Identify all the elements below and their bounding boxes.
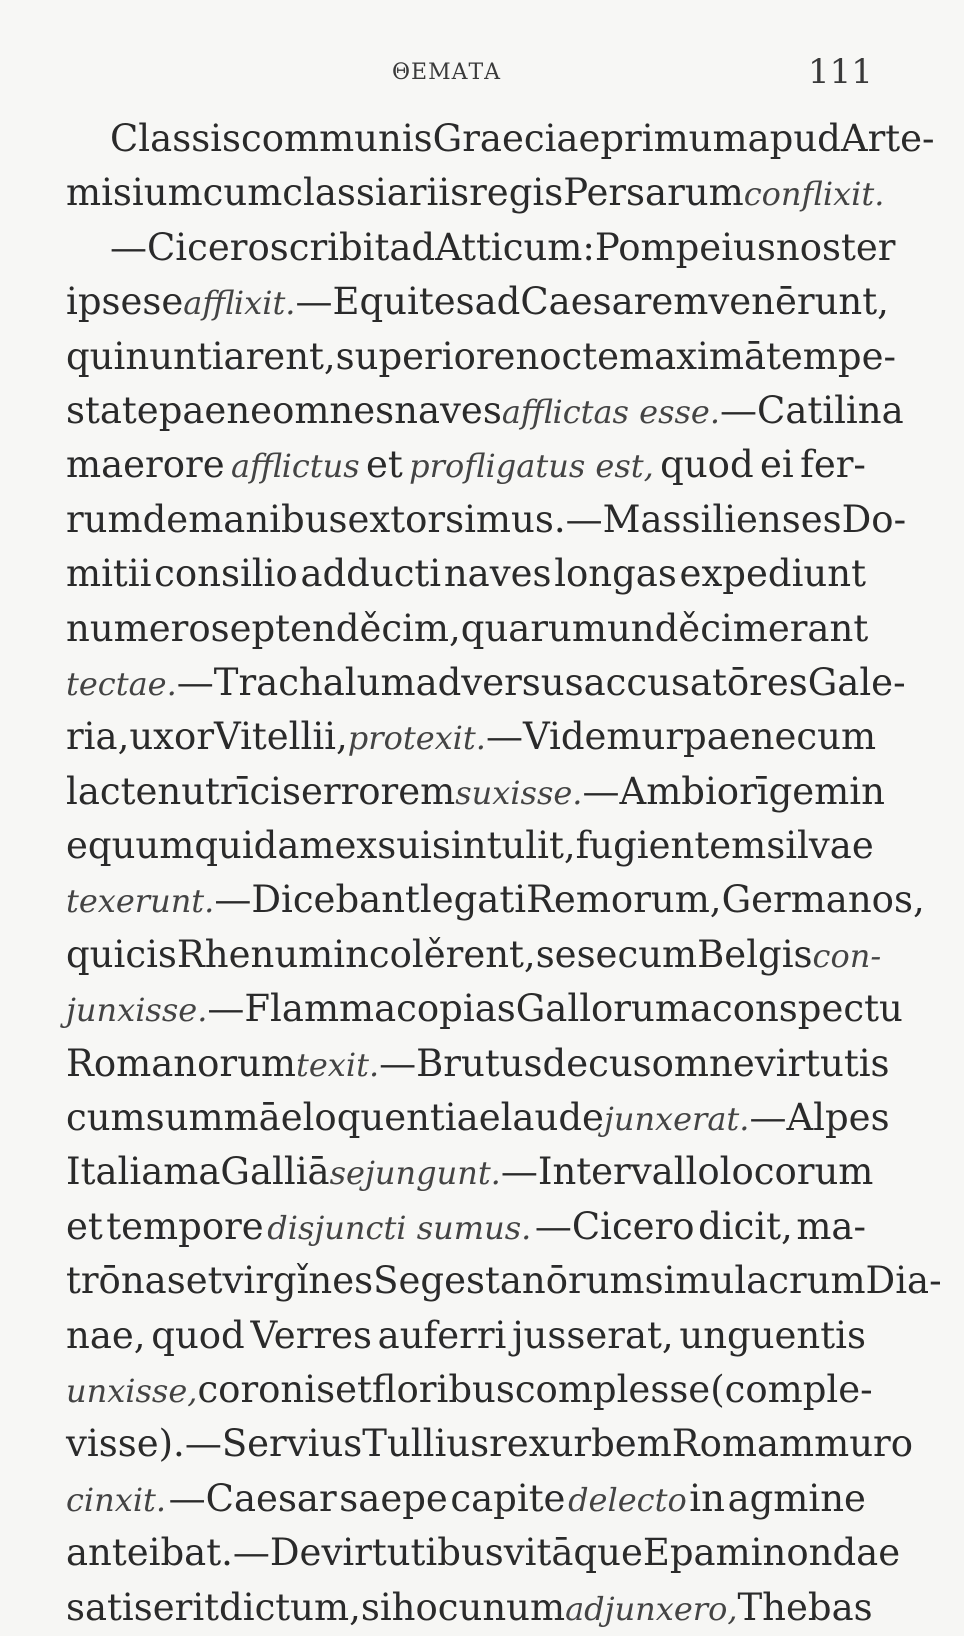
text-line	[66, 1363, 873, 1417]
italic-word: sejungunt.	[329, 1154, 501, 1193]
word: nuntiarent,	[125, 334, 336, 378]
word: visse).	[66, 1422, 185, 1466]
word: primum	[600, 117, 748, 160]
word: lacte	[66, 769, 158, 813]
word: Gallorum	[515, 987, 690, 1031]
word: si	[360, 1585, 392, 1629]
word: Atticum:	[435, 225, 595, 269]
text-line	[66, 221, 896, 275]
word: regis	[469, 171, 564, 215]
word: Caesarem	[520, 280, 709, 324]
word: cis	[125, 932, 177, 976]
word: —Cicero	[534, 1204, 695, 1248]
word: qui	[66, 334, 126, 378]
word: —De	[232, 1531, 322, 1575]
word: hoc	[391, 1585, 459, 1629]
text-line	[66, 602, 869, 656]
word: Pompeius	[594, 225, 776, 269]
word: maximā	[619, 334, 767, 378]
word: Galliā	[220, 1150, 330, 1194]
word: communis	[241, 117, 433, 160]
word: —Massilienses	[565, 497, 842, 541]
word: longas	[554, 552, 677, 596]
word: ei	[760, 443, 794, 487]
word: dicit,	[698, 1204, 793, 1248]
word: Do-	[841, 497, 907, 541]
word: accusatōres	[583, 660, 808, 704]
italic-word: afflixit.	[183, 284, 296, 323]
word: —Brutus	[379, 1041, 543, 1085]
italic-word: conflixit.	[743, 175, 885, 214]
italic-word: protexit.	[347, 719, 486, 758]
word: manibus	[188, 497, 348, 541]
italic-word: afflictas esse.	[501, 392, 721, 431]
word: Rhenum	[176, 932, 334, 976]
word: coronis	[197, 1367, 336, 1411]
word: errorem	[300, 769, 456, 813]
word: fer-	[800, 443, 866, 487]
word: Classis	[110, 117, 241, 160]
word: expediunt	[679, 552, 866, 596]
word: ipse	[66, 280, 143, 324]
italic-word: con-	[812, 936, 882, 975]
text-line	[66, 765, 885, 819]
text-line	[66, 275, 889, 329]
word: decus	[542, 1041, 652, 1085]
word: virtutis	[754, 1041, 890, 1085]
word: —Catilina	[720, 388, 904, 432]
text-line	[66, 1581, 873, 1635]
word: erit	[152, 1585, 220, 1629]
word: rum	[66, 497, 143, 541]
italic-word: profligatus est,	[409, 447, 654, 486]
word: et	[335, 1367, 372, 1411]
word: cum	[796, 715, 877, 759]
text-line	[66, 656, 906, 710]
word: Vitellii,	[214, 715, 348, 759]
word: —Alpes	[749, 1096, 890, 1140]
word: agmine	[727, 1476, 866, 1520]
text-line	[66, 873, 925, 927]
text-line	[66, 330, 896, 384]
text-line	[66, 819, 874, 873]
text-line	[66, 1417, 914, 1471]
word: —Intervallo	[500, 1150, 720, 1194]
word: nocte	[515, 334, 620, 378]
word: Persarum	[563, 171, 744, 215]
text-line	[66, 166, 885, 220]
text-line	[66, 1254, 942, 1308]
word: —Trachalum	[176, 660, 416, 704]
word: state	[66, 388, 159, 432]
word: urbem	[549, 1422, 672, 1466]
word: in	[689, 1476, 725, 1520]
word: nae,	[66, 1313, 146, 1357]
word: septenděcim,	[210, 606, 461, 650]
word: satis	[66, 1585, 153, 1629]
word: adducti	[300, 552, 442, 596]
word: nutrīcis	[157, 769, 301, 813]
body-text	[66, 112, 942, 1635]
word: conspectu	[711, 987, 903, 1031]
word: erant	[767, 606, 869, 650]
word: Segestanōrum	[373, 1259, 645, 1303]
word: Germanos,	[721, 878, 925, 922]
word: Arte-	[840, 117, 935, 160]
word: noster	[775, 225, 896, 269]
word: virtutibus	[321, 1531, 504, 1575]
italic-word: suxisse.	[455, 773, 583, 812]
word: trōnas	[66, 1259, 186, 1303]
text-line	[66, 112, 935, 166]
word: suis	[377, 824, 451, 868]
word: classiariis	[282, 171, 470, 215]
word: omne	[651, 1041, 755, 1085]
word: quod	[660, 443, 754, 487]
word: copias	[396, 987, 516, 1031]
word: extorsimus.	[347, 497, 566, 541]
text-line	[66, 384, 904, 438]
word: unguentis	[679, 1313, 866, 1357]
word: —Videmur	[485, 715, 684, 759]
word: Epaminondae	[642, 1531, 901, 1575]
word: unděcim	[606, 606, 768, 650]
word: naves	[394, 388, 502, 432]
word: floribus	[371, 1367, 515, 1411]
text-line	[66, 493, 907, 547]
word: saepe	[339, 1476, 448, 1520]
word: Belgis	[697, 932, 813, 976]
word: legati	[419, 878, 527, 922]
word: Italiam	[66, 1150, 199, 1194]
word: scribit	[269, 225, 390, 269]
word: —Caesar	[168, 1476, 337, 1520]
italic-word: cinxit.	[66, 1480, 167, 1519]
italic-word: tectae.	[66, 664, 177, 703]
word: Remorum,	[526, 878, 722, 922]
word: ria,	[66, 715, 130, 759]
word: paene	[683, 715, 797, 759]
italic-word: texit.	[296, 1045, 380, 1084]
word: consilio	[154, 552, 298, 596]
page-number: 111	[808, 52, 873, 92]
word: dictum,	[219, 1585, 361, 1629]
running-header-title: ΘΕΜΑΤΑ	[392, 60, 502, 85]
word: Thebas	[737, 1585, 873, 1629]
word: vitāque	[503, 1531, 643, 1575]
word: sese	[535, 932, 618, 976]
word: apud	[747, 117, 841, 160]
text-line	[66, 1472, 866, 1526]
word: Dia-	[865, 1259, 942, 1303]
word: cum	[202, 171, 283, 215]
word: muro	[814, 1422, 914, 1466]
word: in	[849, 769, 885, 813]
word: ma-	[796, 1204, 866, 1248]
word: Tullius	[362, 1422, 490, 1466]
word: fugientem	[575, 824, 767, 868]
word: —Equites	[295, 280, 475, 324]
word: ex	[334, 824, 378, 868]
text-line	[66, 1037, 890, 1091]
word: a	[689, 987, 712, 1031]
word: de	[142, 497, 189, 541]
italic-word: junxisse.	[66, 991, 208, 1030]
word: a	[198, 1150, 221, 1194]
word: et	[66, 1204, 103, 1248]
word: et	[185, 1259, 223, 1303]
text-line	[66, 928, 882, 982]
word: Romanorum	[66, 1041, 296, 1085]
word: (comple-	[710, 1367, 873, 1411]
italic-word: adjunxero,	[565, 1589, 738, 1628]
word: quod	[151, 1313, 245, 1357]
word: capite	[450, 1476, 566, 1520]
text-line	[66, 1200, 866, 1254]
word: rex	[489, 1422, 550, 1466]
word: jusserat,	[512, 1313, 674, 1357]
word: quidam	[194, 824, 335, 868]
word: venērunt,	[708, 280, 889, 324]
word: mitii	[66, 552, 152, 596]
word: naves	[443, 552, 552, 596]
word: virgǐnes	[222, 1259, 374, 1303]
italic-word: texerunt.	[66, 882, 215, 921]
word: —Cicero	[110, 225, 270, 269]
word: superiore	[335, 334, 516, 378]
word: Gale-	[807, 660, 906, 704]
word: et	[366, 443, 403, 487]
word: numero	[66, 606, 211, 650]
italic-word: afflictus	[230, 447, 360, 486]
word: locorum	[719, 1150, 874, 1194]
text-line	[66, 1091, 890, 1145]
word: eloquentiae	[280, 1096, 501, 1140]
word: uxor	[129, 715, 215, 759]
word: incolěrent,	[333, 932, 536, 976]
word: qui	[66, 932, 126, 976]
word: misium	[66, 171, 203, 215]
word: tempore	[106, 1204, 264, 1248]
word: se	[142, 280, 184, 324]
word: summā	[145, 1096, 281, 1140]
word: cum	[617, 932, 698, 976]
word: paene	[158, 388, 273, 432]
word: —Servius	[184, 1422, 363, 1466]
text-line	[66, 1145, 874, 1199]
word: —Flamma	[207, 987, 397, 1031]
word: ad	[474, 280, 521, 324]
word: intulit,	[450, 824, 576, 868]
text-line	[66, 710, 877, 764]
text-line	[66, 1309, 866, 1363]
text-line	[66, 1526, 901, 1580]
word: equum	[66, 824, 195, 868]
word: Verres	[250, 1313, 372, 1357]
word: silvae	[766, 824, 874, 868]
word: simulacrum	[644, 1259, 866, 1303]
word: tempe-	[766, 334, 896, 378]
word: —Dicebant	[214, 878, 420, 922]
word: adversus	[415, 660, 584, 704]
text-line	[66, 982, 903, 1036]
word: ad	[389, 225, 436, 269]
italic-word: disjuncti sumus.	[267, 1208, 532, 1247]
text-line	[66, 547, 866, 601]
word: complesse	[514, 1367, 711, 1411]
word: unum	[458, 1585, 566, 1629]
word: anteibat.	[66, 1531, 233, 1575]
word: Graeciae	[432, 117, 601, 160]
italic-word: delecto	[568, 1480, 687, 1519]
word: maerore	[66, 443, 225, 487]
word: quarum	[460, 606, 607, 650]
word: cum	[66, 1096, 146, 1140]
text-line	[66, 438, 866, 492]
word: Romam	[671, 1422, 815, 1466]
word: —Ambiorīgem	[582, 769, 850, 813]
word: laude	[500, 1096, 604, 1140]
italic-word: junxerat.	[603, 1100, 750, 1139]
italic-word: unxisse,	[66, 1371, 198, 1410]
word: auferri	[377, 1313, 507, 1357]
word: omnes	[272, 388, 395, 432]
